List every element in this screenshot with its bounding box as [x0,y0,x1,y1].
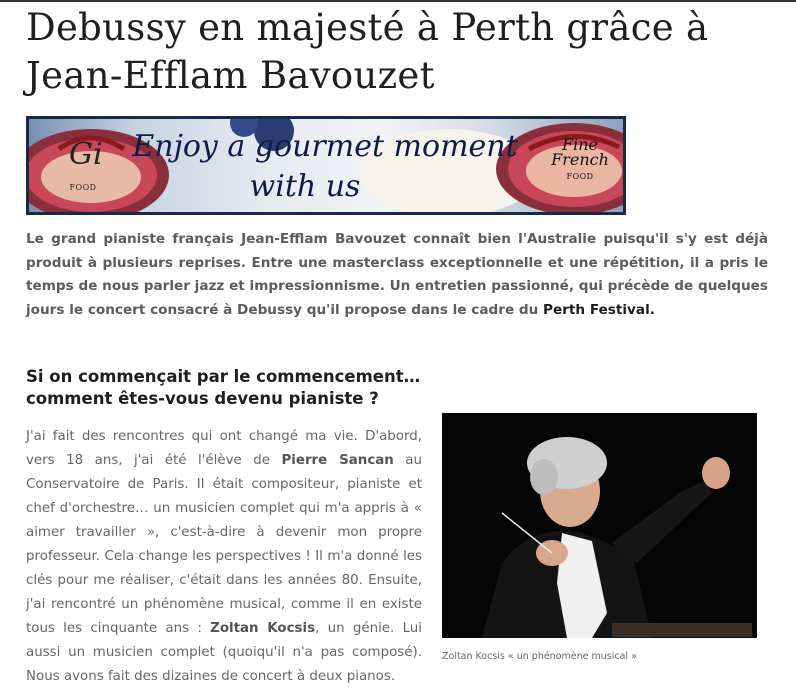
question-line2: comment êtes-vous devenu pianiste ? [26,389,379,408]
intro-text: Le grand pianiste français Jean-Efflam Bavouzet connaît bien l'Australie puisqu'il s'y est déjà produit à plusieurs reprises. Entre une masterclass exceptionnelle et une répétition, il a pris le temps de nous parler jazz et impressionnisme. Un entretien passionné, qui précède de quelques jours le concert consacré à Debussy qu'il propose dans le cadre du [26,231,768,318]
article-intro [26,228,768,322]
answer-text-1: J'ai fait des rencontres qui ont changé ma vie. D'abord, vers 18 ans, j'ai été l'élève de [26,429,422,468]
answer-text-3: , un génie. Lui aussi un musicien complet (quoiqu'il n'a pas composé). Nous avons fait des dizaines de concert à deux pianos. [26,621,423,684]
article-title: Debussy en majesté à Perth grâce à Jean-Efflam Bavouzet [26,6,709,97]
zoltan-kocsis-name: Zoltan Kocsis [210,621,316,636]
top-border [0,0,796,2]
conductor-photo [442,413,757,638]
interview-question [26,366,426,410]
interview-answer [26,425,422,689]
fine-french-food-logo: Fine French FOOD [551,135,609,181]
banner-slogan-line1: Enjoy a gourmet moment [132,129,518,164]
gi-food-logo: Gi FOOD [69,137,103,192]
question-line1: Si on commençait par le commencement… [26,367,421,386]
conductor-image [442,413,757,638]
perth-festival-link[interactable]: Perth Festival. [543,301,655,318]
pierre-sancan-name: Pierre Sancan [281,453,394,468]
answer-text-2: au Conservatoire de Paris. Il était compositeur, pianiste et chef d'orchestre… un musicien complet qui m'a appris à « aimer travailler », c'est-à-dire à devenir mon propre professeur. Cela change les perspectives ! Il m'a donné les clés pour me réaliser, c'était dans les années 80. Ensuite, j'ai rencontré un phénomène musical, comme il en existe tous les cinquante ans : [26,453,422,636]
photo-caption: Zoltan Kocsis « un phénomène musical » [442,651,637,662]
banner-slogan-line2: with us [249,169,361,204]
advertisement-banner[interactable] [26,116,626,215]
